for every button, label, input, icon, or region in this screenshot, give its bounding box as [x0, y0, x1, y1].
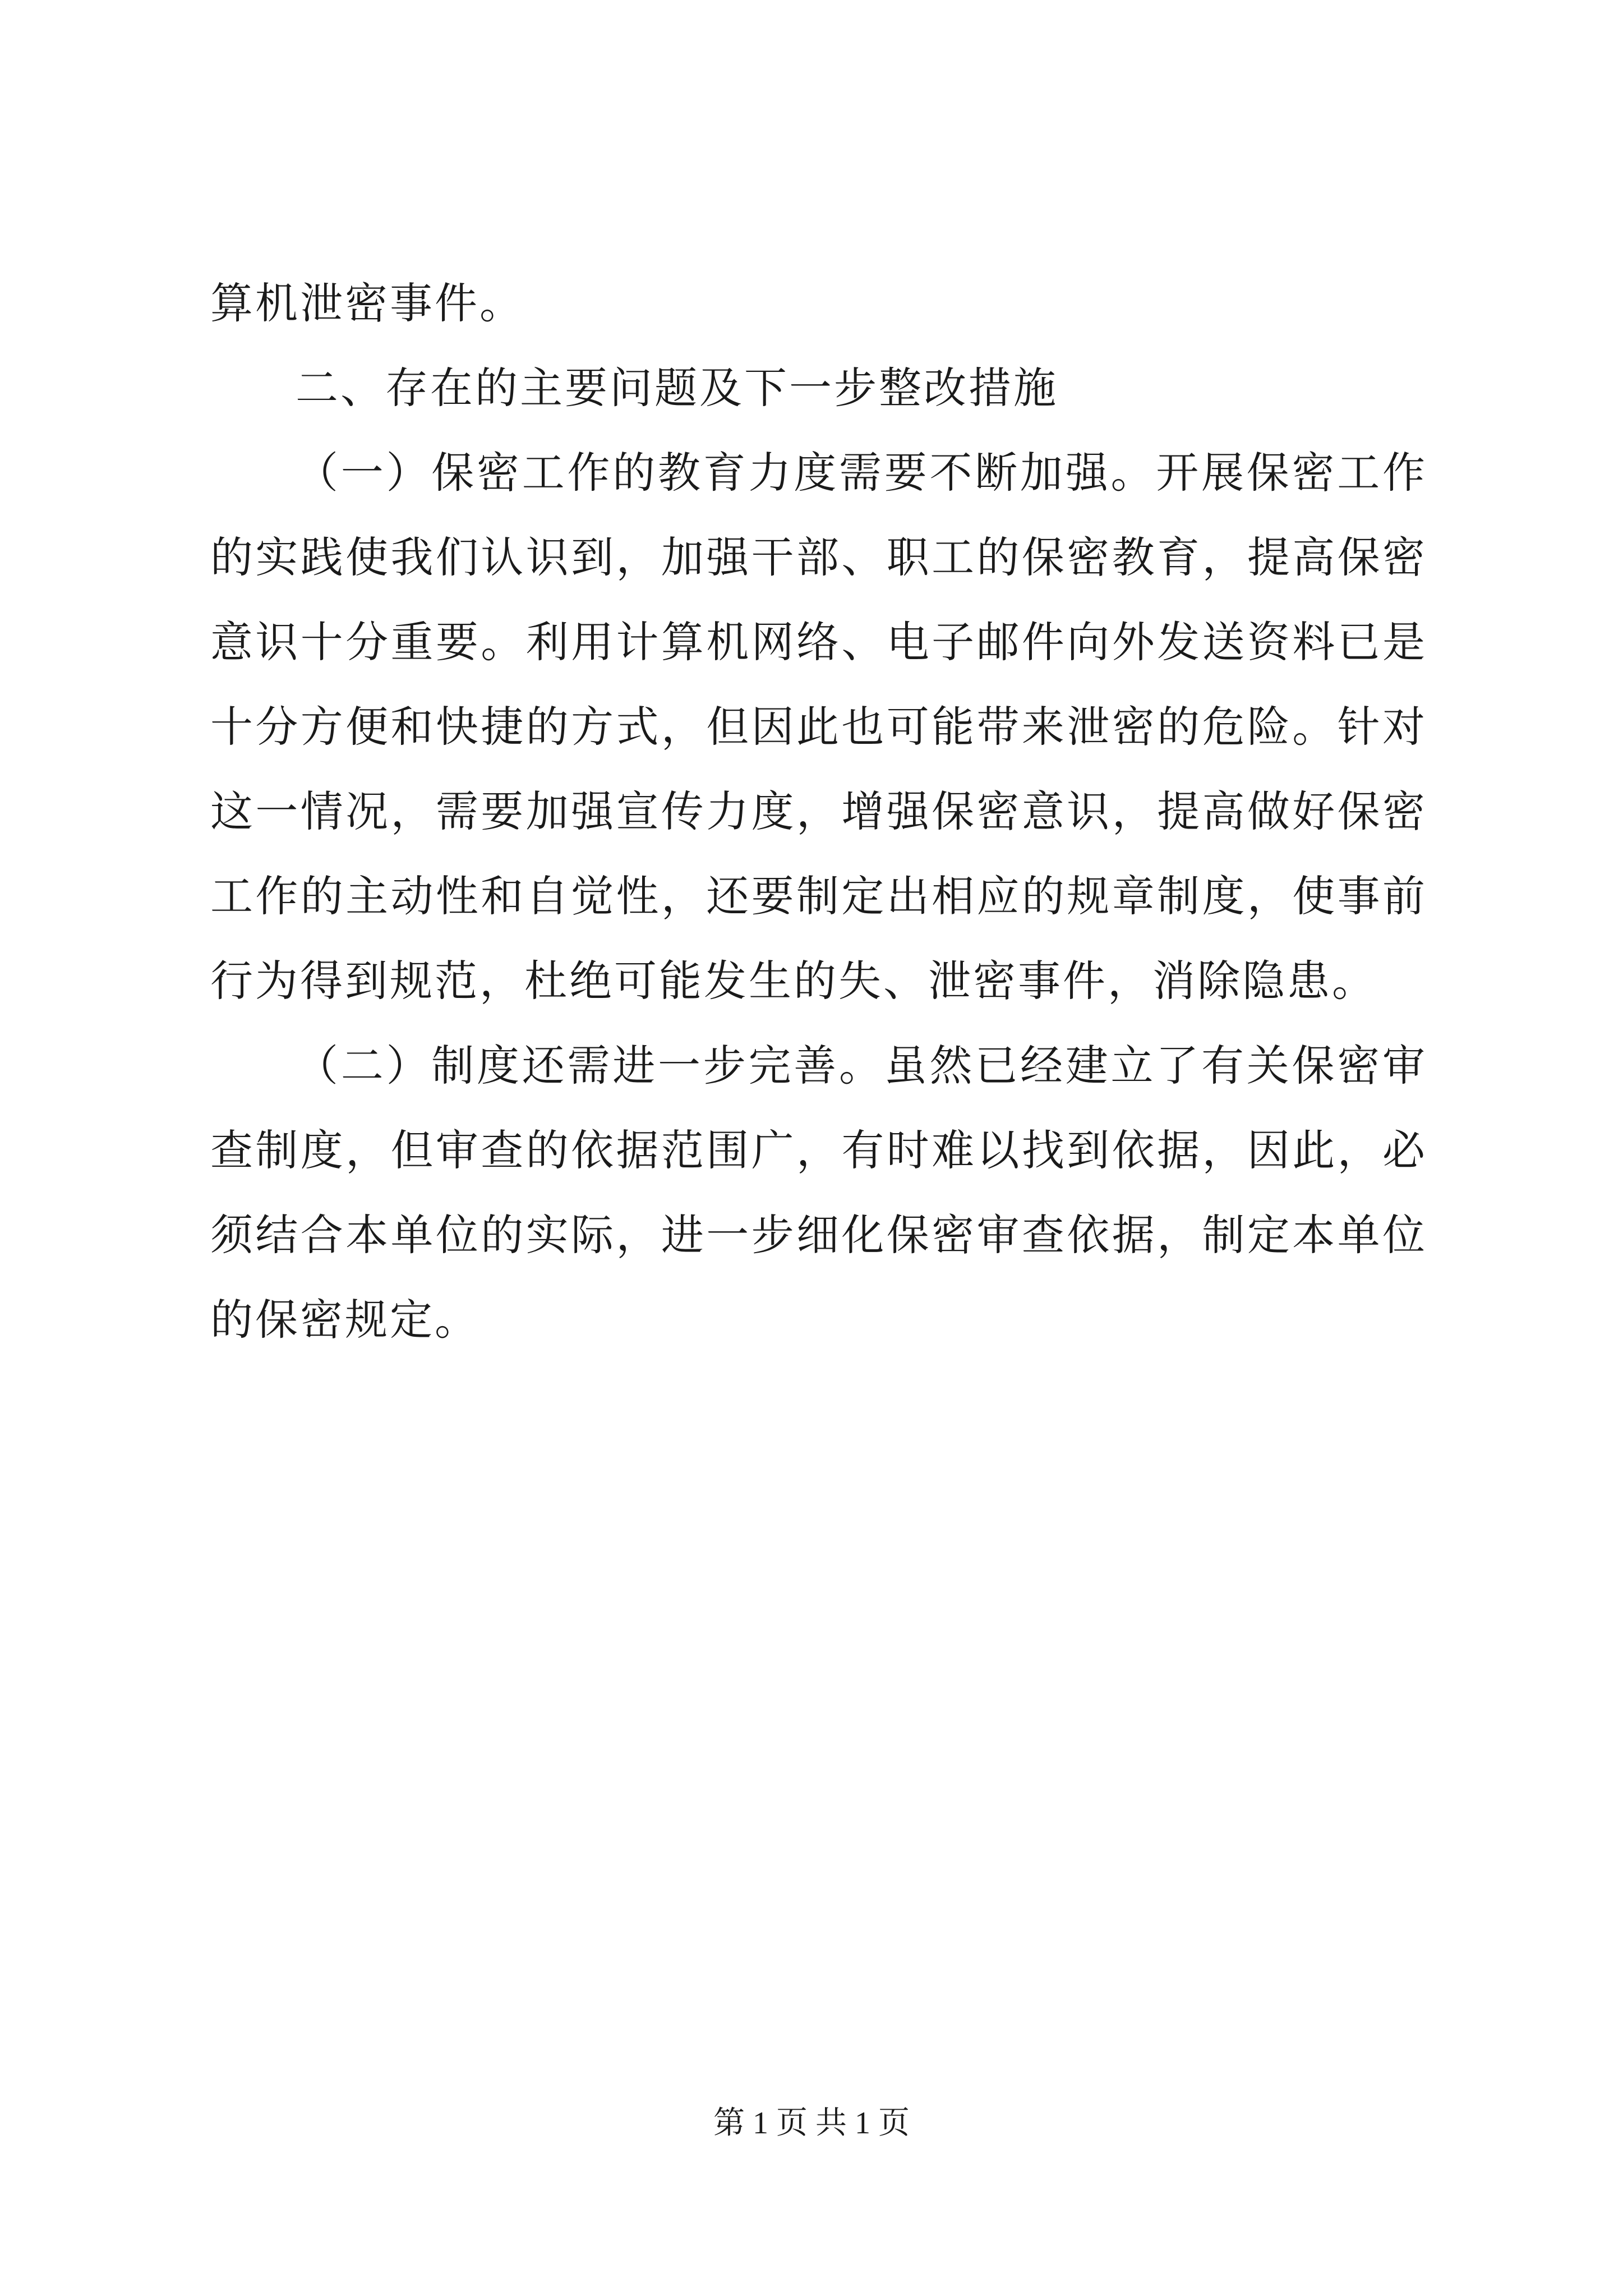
paragraph-item-1: （一）保密工作的教育力度需要不断加强。开展保密工作的实践使我们认识到，加强干部、职工的保密教育，提高保密意识十分重要。利用计算机网络、电子邮件向外发送资料已是十分方便和快捷的方式，但因此也可能带来泄密的危险。针对这一情况，需要加强宣传力度，增强保密意识，提高做好保密工作的主动性和自觉性，还要制定出相应的规章制度，使事前行为得到规范，杜绝可能发生的失、泄密事件，消除隐患。	[210, 448, 1427, 1006]
paragraph-continuation: 算机泄密事件。	[210, 278, 524, 328]
section-heading: 二、存在的主要问题及下一步整改措施	[296, 363, 1058, 413]
paragraph-item-2: （二）制度还需进一步完善。虽然已经建立了有关保密审查制度，但审查的依据范围广，有时难以找到依据，因此，必须结合本单位的实际，进一步细化保密审查依据，制定本单位的保密规定。	[210, 1041, 1427, 1345]
document-body	[210, 261, 1427, 1362]
page-footer	[0, 2101, 1623, 2146]
page-number-label: 第 1 页 共 1 页	[713, 2106, 910, 2141]
